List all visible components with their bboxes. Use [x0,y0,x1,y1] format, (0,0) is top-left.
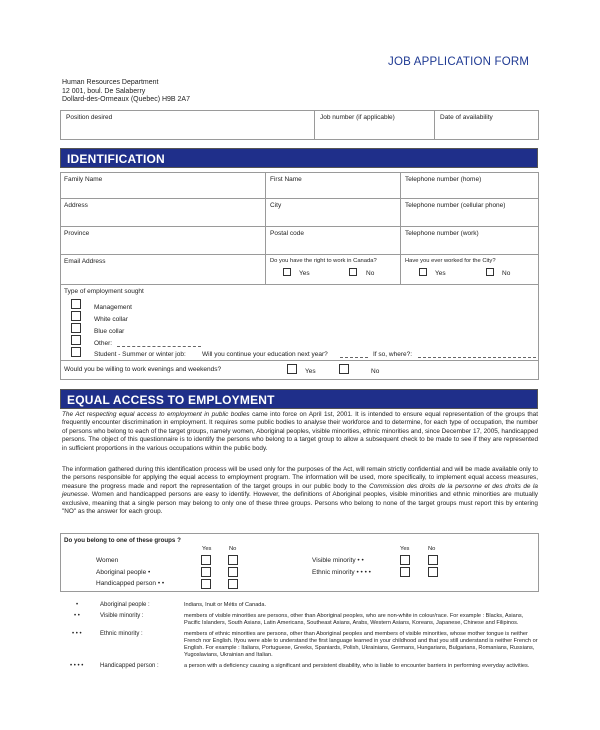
tel-cell-field[interactable]: Telephone number (cellular phone) [405,202,506,209]
divider [314,110,315,140]
worked-city-no-checkbox[interactable] [486,268,494,276]
intro-text: came into force on April 1st, 2001. It is intended to ensure equal representation of the groups that frequently encounter discrimination in employment. It requires some public bodies to analyse their workforce and to determine, for each type of occupation, the number of persons who belong to each of the target groups, namely women, Aboriginal peoples, visible minorities, ethnic minorities and, since December 17, 2005, handicapped persons. The object of this questionnaire is to identify the persons who belong to a target group to allow a subsequent check to be made to see if they are represented in sufficient proportions in the various occupations within the public body. [62,411,538,452]
white-collar-label: White collar [94,316,128,323]
divider [60,198,539,199]
group-marker: • • • • [356,569,371,576]
equal-access-banner [60,389,538,409]
section-title: IDENTIFICATION [67,152,165,166]
women-label: Women [96,557,119,564]
ethnic-minority-no-checkbox[interactable] [428,567,438,577]
section-title: EQUAL ACCESS TO EMPLOYMENT [67,393,275,407]
yes-label: Yes [435,270,446,277]
no-label: No [371,368,380,375]
definition-term: Aboriginal people : [100,602,150,608]
other-input[interactable] [117,346,201,347]
continue-education-input[interactable] [340,357,368,358]
address-line: Dollard-des-Ormeaux (Quebec) H9B 2A7 [62,96,190,104]
right-to-work-no-checkbox[interactable] [349,268,357,276]
visible-minority-label [312,557,364,564]
group-name: Handicapped person [96,580,156,587]
availability-field[interactable]: Date of availability [440,114,493,121]
group-name: Visible minority [312,557,356,564]
address-line: Human Resources Department [62,79,159,86]
commission-name: Commission des droits de la personne et des droits de la jeunesse [62,482,538,499]
page-title: JOB APPLICATION FORM [388,56,530,68]
divider [60,254,539,255]
definition-term: Handicapped person : [100,663,159,669]
tel-home-field[interactable]: Telephone number (home) [405,176,482,183]
group-marker: • • [157,580,165,587]
blue-collar-label: Blue collar [94,328,125,335]
if-so-input[interactable] [418,357,536,358]
visible-minority-yes-checkbox[interactable] [400,555,410,565]
other-checkbox[interactable] [71,335,81,345]
definition-bullet: • • • [72,631,82,637]
equal-access-intro [62,411,538,453]
identification-banner [60,148,538,168]
tel-work-field[interactable]: Telephone number (work) [405,230,479,237]
right-to-work-yes-checkbox[interactable] [283,268,291,276]
aboriginal-label [96,569,150,576]
divider [265,172,266,284]
definition-text: Indians, Inuit or Métis of Canada. [184,602,267,608]
paragraph-text: . Women and handicapped persons are easy to identify. However, the definitions of Aboriginal peoples, visible minorities and ethnic minorities are mutually exclusive, meaning that a single person may belong to only one of these three groups. Persons who belong to none of the target groups must report this by entering "NO" as the answer for each group. [62,491,538,516]
worked-city-label: Have you ever worked for the City? [405,258,496,264]
white-collar-checkbox[interactable] [71,311,81,321]
equal-access-confidentiality [62,466,538,516]
women-yes-checkbox[interactable] [201,555,211,565]
women-no-checkbox[interactable] [228,555,238,565]
act-title: The Act respecting equal access to employment in public bodies [62,411,250,418]
divider [60,284,539,285]
management-label: Management [94,304,132,311]
definition-bullet: • [76,602,79,608]
if-so-label: If so, where?: [373,351,413,358]
divider [60,360,539,361]
handicapped-label [96,580,164,587]
other-label: Other: [94,340,113,347]
evenings-yes-checkbox[interactable] [287,364,297,374]
address-line: 12 001, boul. De Salaberry [62,87,146,95]
no-header: No [428,546,436,552]
yes-label: Yes [299,270,310,277]
evenings-label: Would you be willing to work evenings and weekends? [64,366,222,373]
group-marker: • • [357,557,364,564]
no-header: No [229,546,237,552]
yes-header: Yes [400,546,410,552]
handicapped-yes-checkbox[interactable] [201,579,211,589]
evenings-no-checkbox[interactable] [339,364,349,374]
definition-term: Visible minority : [100,613,144,619]
groups-question: Do you belong to one of these groups ? [64,537,181,544]
no-label: No [502,270,511,277]
group-marker: • [148,569,151,576]
email-field[interactable]: Email Address [64,258,106,265]
right-to-work-label: Do you have the right to work in Canada? [270,258,377,264]
blue-collar-checkbox[interactable] [71,323,81,333]
definition-text: members of visible minorities are persons, other than Aboriginal peoples, who are non-white in colour/race. For example : Blacks, Asians, Pacific Islanders, South Asians, Latin Americans, Southeast Asians, Arabs, Western Asians, Koreans, Japanese, Chinese and Filipinos. [184,613,524,626]
department-address [62,79,190,105]
ethnic-minority-label [312,569,371,576]
visible-minority-no-checkbox[interactable] [428,555,438,565]
group-name: Ethnic minority [312,569,355,576]
definition-text: members of ethnic minorities are persons, other than Aboriginal peoples and members of visible minorities, whose mother tongue is neither French nor English. Ifyou were able to understand the first language learned in your childhood and that you still understand is neither French or English. For example : Italians, Portuguese, Greeks, Spaniards, Polish, Ukrainians, Germans, Hungarians, Bulgarians, Romanians, Russians, Yugoslavians, Ukrainian and Italian. [184,631,538,658]
employment-type-label: Type of employment sought [64,288,144,295]
postal-code-field[interactable]: Postal code [270,230,304,237]
position-desired-field[interactable]: Position desired [66,114,113,121]
job-number-field[interactable]: Job number (if applicable) [320,114,395,121]
family-name-field[interactable]: Family Name [64,176,103,183]
definition-term: Ethnic minority : [100,631,143,637]
handicapped-no-checkbox[interactable] [228,579,238,589]
definition-bullet: • • [74,613,80,619]
definition-text: a person with a deficiency causing a significant and persistent disability, who is liable to encounter barriers in performing everyday activities. [184,663,530,669]
divider [434,110,435,140]
definition-bullet: • • • • [70,663,84,669]
divider [60,226,539,227]
address-field[interactable]: Address [64,202,88,209]
city-field[interactable]: City [270,202,282,209]
continue-education-label: Will you continue your education next year? [202,351,328,358]
divider [400,172,401,284]
aboriginal-yes-checkbox[interactable] [201,567,211,577]
province-field[interactable]: Province [64,230,90,237]
yes-label: Yes [305,368,316,375]
ethnic-minority-yes-checkbox[interactable] [400,567,410,577]
paragraph-text: The information gathered during this identification process will be used only for the purposes of the Act, will remain strictly confidential and will be made available only to the persons responsible for applying the equal access to employment program. The information will be used, more specifically, to implement equal access measures, measure the progress made and report the representation of the target groups in our public body to the [62,466,538,490]
no-label: No [366,270,375,277]
management-checkbox[interactable] [71,299,81,309]
group-name: Aboriginal people [96,569,147,576]
student-label: Student - Summer or winter job: [94,351,186,358]
student-checkbox[interactable] [71,347,81,357]
worked-city-yes-checkbox[interactable] [419,268,427,276]
first-name-field[interactable]: First Name [270,176,302,183]
aboriginal-no-checkbox[interactable] [228,567,238,577]
yes-header: Yes [202,546,212,552]
